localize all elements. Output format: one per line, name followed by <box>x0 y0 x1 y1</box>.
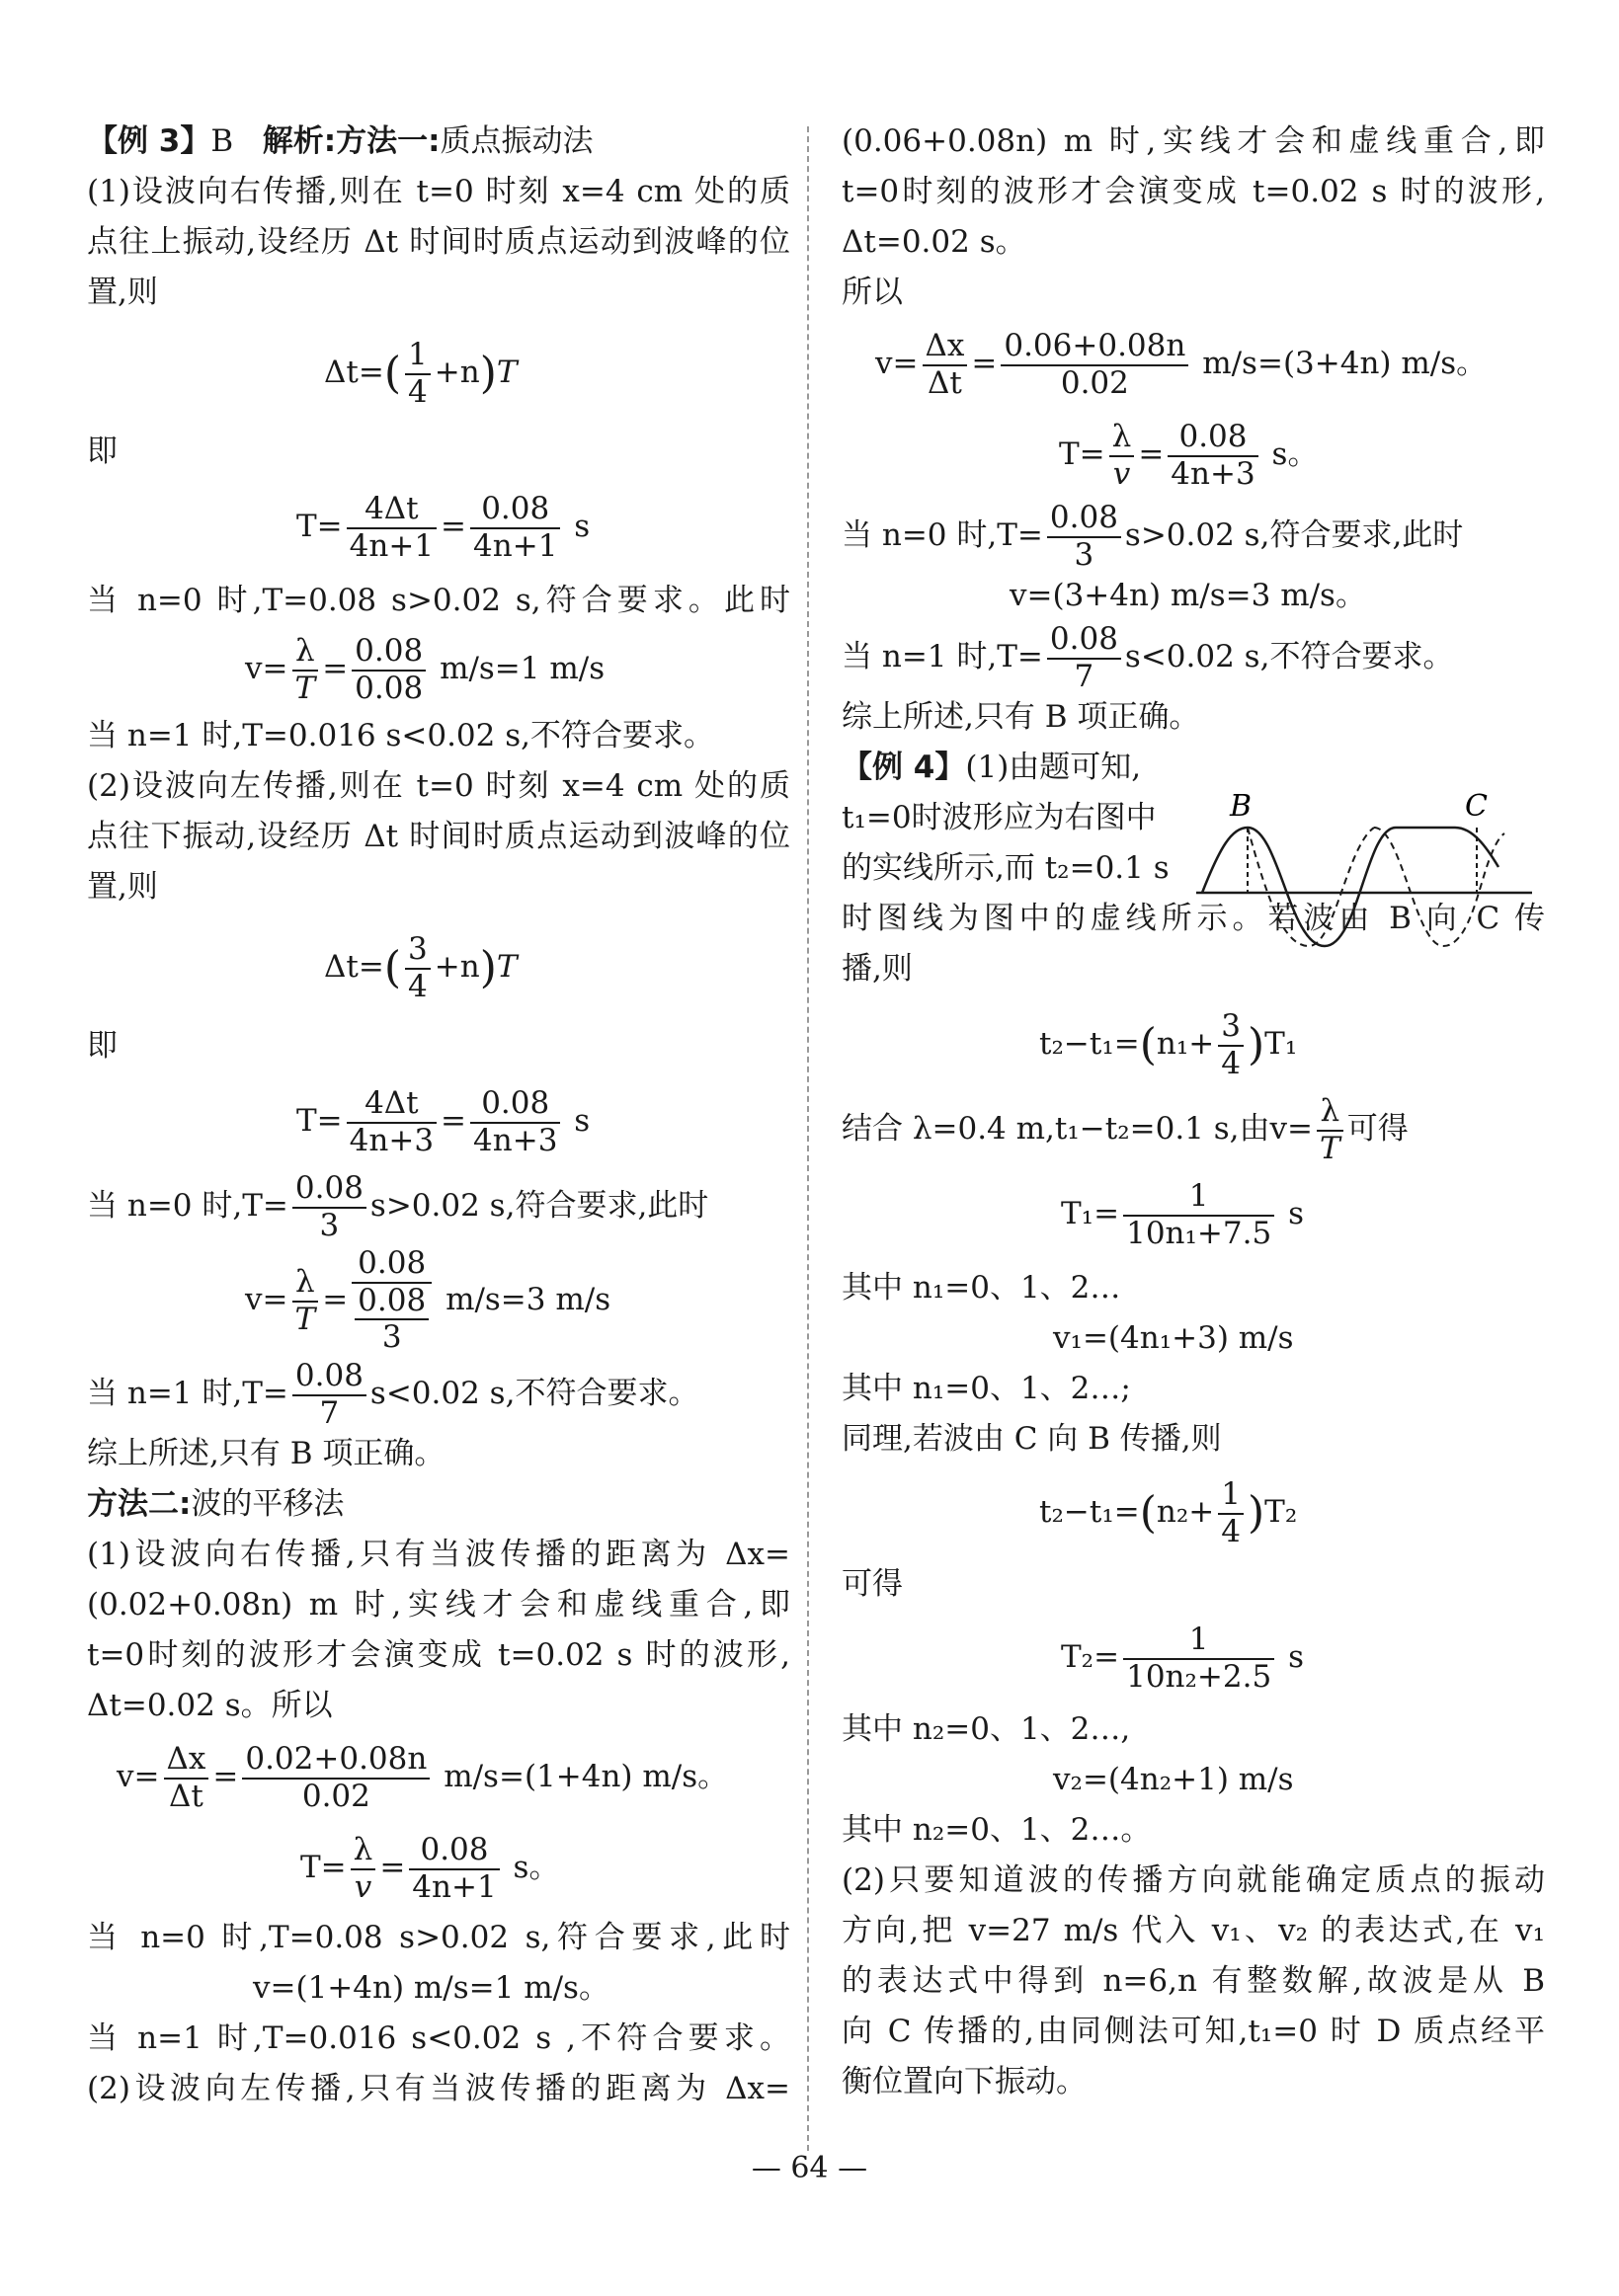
formula-v-4: v= $\frac{\Delta x}{\Delta t}$ = $\frac{0.06+0.08n}{0.02}$ m/s=(3+4n) m/s。 <box>875 327 1488 401</box>
formula-T2: T₂= $\frac{1}{\text{10n₂+2.5}}$ s <box>1061 1621 1304 1695</box>
example-3-heading: 【例 3】B 解析:方法一:质点振动法 <box>87 123 594 159</box>
text-line: v=(1+4n) m/s=1 m/s。 <box>253 1970 609 2006</box>
text-line: (2)设波向左传播,则在 t=0 时刻 x=4 cm 处的质 <box>87 768 790 804</box>
formula-t-diff-2: t₂−t₁=(n₂+ $\frac{1}{4}$ )T₂ <box>1039 1475 1298 1549</box>
formula-T-1: T= $\frac{4\Delta t}{4n+1}$ = $\frac{0.08}{4n+1}$ s <box>296 490 591 564</box>
text-line: v₁=(4n₁+3) m/s <box>1053 1320 1294 1356</box>
text-line: v=(3+4n) m/s=3 m/s。 <box>1010 578 1366 613</box>
text-line: 综上所述,只有 B 项正确。 <box>842 699 1200 735</box>
text-line: 即 <box>87 1028 118 1064</box>
text-line-fraction: 当 n=1 时,T= $\frac{0.08}{7}$ s<0.02 s,不符合要求。 <box>842 620 1454 694</box>
text-line: 的表达式中得到 n=6,n 有整数解,故波是从 B <box>842 1963 1545 1999</box>
wave-label-c: C <box>1465 789 1488 824</box>
text-line: 当 n=0 时,T=0.08 s>0.02 s,符合要求。此时 <box>87 583 790 618</box>
text-line: 置,则 <box>87 869 158 905</box>
text-line: 其中 n₂=0、1、2…, <box>842 1711 1131 1747</box>
formula-dt-1: Δt=( $\frac{1}{4}$ +n)T <box>324 336 518 410</box>
wave-diagram <box>1190 788 1536 958</box>
text-line: 方向,把 v=27 m/s 代入 v₁、v₂ 的表达式,在 v₁ <box>842 1913 1545 1948</box>
text-line: 当 n=1 时,T=0.016 s<0.02 s ,不符合要求。 <box>87 2020 790 2056</box>
text-line: 播,则 <box>842 951 913 987</box>
text-line: 点往下振动,设经历 Δt 时间时质点运动到波峰的位 <box>87 819 790 854</box>
text-line-fraction: 当 n=0 时,T= $\frac{0.08}{3}$ s>0.02 s,符合要求,此时 <box>842 499 1464 573</box>
text-line-fraction: 当 n=0 时,T= $\frac{0.08}{3}$ s>0.02 s,符合要求,此时 <box>87 1169 709 1243</box>
text-line: (0.06+0.08n) m 时,实线才会和虚线重合,即 <box>842 123 1545 159</box>
text-line: 综上所述,只有 B 项正确。 <box>87 1436 445 1471</box>
text-line: v₂=(4n₂+1) m/s <box>1053 1762 1294 1797</box>
left-column <box>87 117 790 2114</box>
text-line: Δt=0.02 s。所以 <box>87 1688 333 1723</box>
text-line: 其中 n₂=0、1、2…。 <box>842 1812 1152 1848</box>
text-line: (0.02+0.08n) m 时,实线才会和虚线重合,即 <box>87 1587 790 1623</box>
formula-t-diff-1: t₂−t₁=(n₁+ $\frac{3}{4}$ )T₁ <box>1039 1007 1298 1081</box>
text-line: t=0时刻的波形才会演变成 t=0.02 s 时的波形, <box>842 174 1545 209</box>
text-line: 同理,若波由 C 向 B 传播,则 <box>842 1421 1222 1457</box>
text-line: (1)设波向右传播,只有当波传播的距离为 Δx= <box>87 1537 790 1572</box>
text-line-fraction: 当 n=1 时,T= $\frac{0.08}{7}$ s<0.02 s,不符合要求。 <box>87 1357 699 1431</box>
formula-T1: T₁= $\frac{1}{\text{10n₁+7.5}}$ s <box>1061 1177 1304 1251</box>
text-line-fraction: 结合 λ=0.4 m,t₁−t₂=0.1 s,由v= $\frac{\lambda}{T}$ 可得 <box>842 1092 1409 1166</box>
text-line: 即 <box>87 434 118 469</box>
text-line: 向 C 传播的,由同侧法可知,t₁=0 时 D 质点经平 <box>842 2014 1545 2049</box>
text-line: (1)设波向右传播,则在 t=0 时刻 x=4 cm 处的质 <box>87 174 790 209</box>
text-line: 其中 n₁=0、1、2…; <box>842 1371 1131 1406</box>
text-line: t₁=0时波形应为右图中 <box>842 800 1157 835</box>
text-line: 的实线所示,而 t₂=0.1 s <box>842 850 1170 886</box>
text-line: (2)只要知道波的传播方向就能确定质点的振动 <box>842 1862 1545 1898</box>
text-line: 其中 n₁=0、1、2… <box>842 1270 1121 1306</box>
right-column <box>842 117 1545 2107</box>
page-number: — 64 — <box>751 2151 868 2185</box>
text-line: 当 n=1 时,T=0.016 s<0.02 s,不符合要求。 <box>87 718 714 753</box>
formula-dt-2: Δt=( $\frac{3}{4}$ +n)T <box>324 930 518 1004</box>
column-divider <box>807 126 809 2151</box>
text-line: 衡位置向下振动。 <box>842 2064 1087 2099</box>
text-line: 可得 <box>842 1566 903 1602</box>
formula-T-2: T= $\frac{4\Delta t}{4n+3}$ = $\frac{0.08}{4n+3}$ s <box>296 1084 591 1158</box>
formula-T-4: T= $\frac{\lambda}{v}$ = $\frac{0.08}{4n+3}$ s。 <box>1059 418 1319 492</box>
formula-v-3: v= $\frac{\Delta x}{\Delta t}$ = $\frac{0.02+0.08n}{0.02}$ m/s=(1+4n) m/s。 <box>117 1740 729 1814</box>
wave-label-b: B <box>1230 789 1253 824</box>
formula-v-1: v= $\frac{\lambda}{T}$ = $\frac{0.08}{0.08}$ m/s=1 m/s <box>245 632 606 706</box>
text-line: 所以 <box>842 275 903 310</box>
text-line: Δt=0.02 s。 <box>842 224 1026 260</box>
text-line: 点往上振动,设经历 Δt 时间时质点运动到波峰的位 <box>87 224 790 260</box>
formula-T-3: T= $\frac{\lambda}{v}$ = $\frac{0.08}{4n+1}$ s。 <box>300 1831 560 1905</box>
example-4-heading: 【例 4】(1)由题可知, <box>842 750 1142 785</box>
method-2-heading: 方法二:波的平移法 <box>87 1486 345 1522</box>
text-line: t=0时刻的波形才会演变成 t=0.02 s 时的波形, <box>87 1637 790 1673</box>
text-line: 置,则 <box>87 275 158 310</box>
formula-v-2: v= $\frac{\lambda}{T}$ = 0.08 0.08 3 m/s=3 m/s <box>245 1245 611 1356</box>
text-line: (2)设波向左传播,只有当波传播的距离为 Δx= <box>87 2071 790 2106</box>
text-line: 时图线为图中的虚线所示。若波由 B 向 C 传 <box>842 901 1545 936</box>
text-line: 当 n=0 时,T=0.08 s>0.02 s,符合要求,此时 <box>87 1920 790 1955</box>
